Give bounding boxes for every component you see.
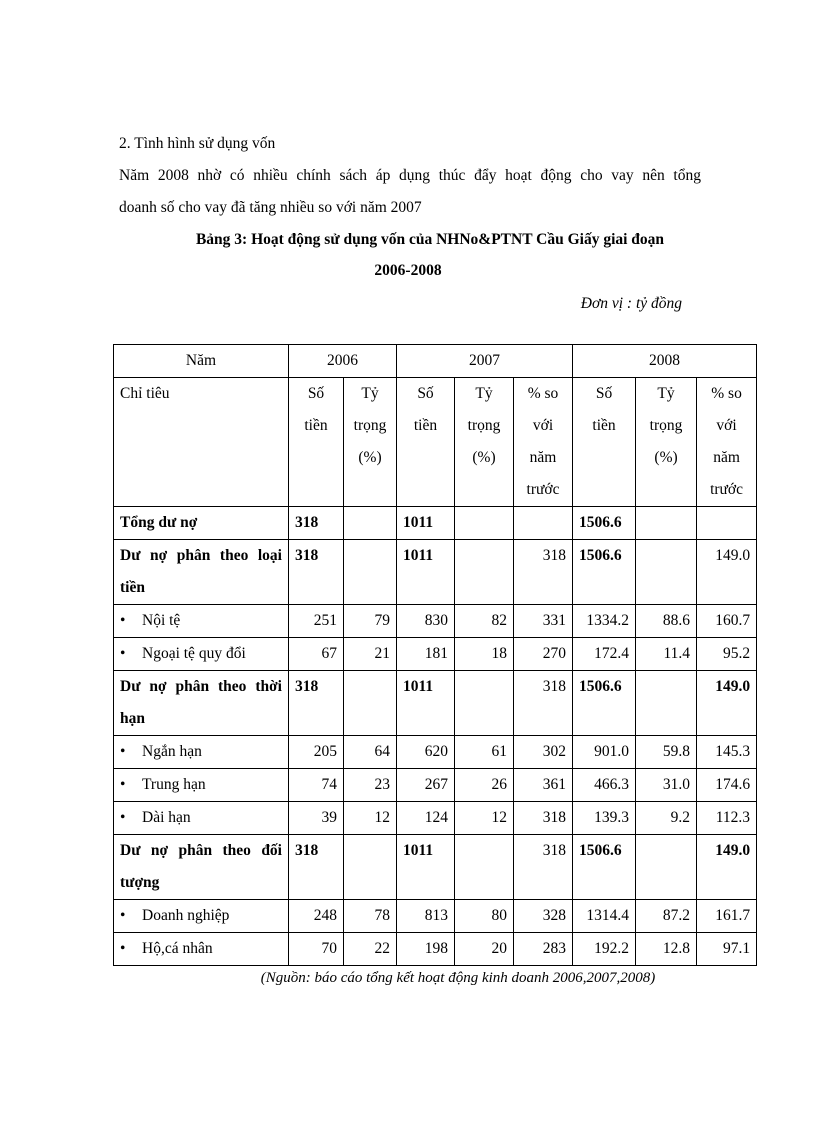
bullet-icon: • [120, 940, 126, 957]
header-share-2006: Tỷ trọng (%) [344, 378, 397, 507]
bullet-icon: • [120, 612, 126, 629]
loan-usage-table [113, 344, 757, 966]
amount-2006: 74 [289, 769, 344, 802]
vs-prev-2008: 161.7 [697, 900, 757, 933]
row-label: • Dài hạn [114, 802, 289, 835]
vs-prev-2007: 331 [514, 605, 573, 638]
header-amount-2006: Số tiền [289, 378, 344, 507]
share-2008: 87.2 [636, 900, 697, 933]
share-2007 [455, 671, 514, 736]
amount-2007: 1011 [397, 540, 455, 605]
table-row-local-currency [114, 605, 757, 638]
amount-2007: 813 [397, 900, 455, 933]
vs-prev-2007: 328 [514, 900, 573, 933]
column-header-row [114, 378, 757, 507]
paragraph-line-2: doanh số cho vay đã tăng nhiều so với năm 2007 [119, 199, 422, 216]
share-2008: 11.4 [636, 638, 697, 671]
row-label: • Trung hạn [114, 769, 289, 802]
share-2007: 12 [455, 802, 514, 835]
vs-prev-2008: 174.6 [697, 769, 757, 802]
year-2008: 2008 [573, 345, 757, 378]
table-row-enterprises [114, 900, 757, 933]
share-2007 [455, 507, 514, 540]
share-2006: 23 [344, 769, 397, 802]
vs-prev-2007 [514, 507, 573, 540]
year-header-row [114, 345, 757, 378]
share-2007: 80 [455, 900, 514, 933]
amount-2007: 1011 [397, 507, 455, 540]
amount-2006: 248 [289, 900, 344, 933]
amount-2006: 318 [289, 507, 344, 540]
share-2008: 9.2 [636, 802, 697, 835]
bullet-icon: • [120, 907, 126, 924]
table-title-year-range: 2006-2008 [374, 262, 442, 279]
amount-2006: 70 [289, 933, 344, 966]
share-2006 [344, 540, 397, 605]
header-amount-2008: Số tiền [573, 378, 636, 507]
amount-2006: 67 [289, 638, 344, 671]
amount-2006: 318 [289, 835, 344, 900]
share-2007 [455, 835, 514, 900]
bullet-icon: • [120, 743, 126, 760]
amount-2008: 1314.4 [573, 900, 636, 933]
bullet-icon: • [120, 776, 126, 793]
amount-2007: 1011 [397, 671, 455, 736]
share-2008: 31.0 [636, 769, 697, 802]
table-row-long-term [114, 802, 757, 835]
header-vs-prev-2007: % so với năm trước [514, 378, 573, 507]
table-row-medium-term [114, 769, 757, 802]
share-2006: 12 [344, 802, 397, 835]
bullet-icon: • [120, 809, 126, 826]
share-2006: 79 [344, 605, 397, 638]
share-2006: 78 [344, 900, 397, 933]
amount-2008: 139.3 [573, 802, 636, 835]
share-2007: 18 [455, 638, 514, 671]
vs-prev-2007: 318 [514, 835, 573, 900]
share-2008 [636, 507, 697, 540]
amount-2007: 267 [397, 769, 455, 802]
share-2006: 22 [344, 933, 397, 966]
row-label: Dư nợ phân theo loại tiền [114, 540, 289, 605]
vs-prev-2007: 318 [514, 802, 573, 835]
year-2007: 2007 [397, 345, 573, 378]
share-2006 [344, 835, 397, 900]
table-row-short-term [114, 736, 757, 769]
vs-prev-2008: 149.0 [697, 671, 757, 736]
share-2007 [455, 540, 514, 605]
share-2007: 26 [455, 769, 514, 802]
amount-2006: 251 [289, 605, 344, 638]
amount-2007: 620 [397, 736, 455, 769]
row-label: • Hộ,cá nhân [114, 933, 289, 966]
table-row-foreign-currency [114, 638, 757, 671]
vs-prev-2007: 318 [514, 671, 573, 736]
header-vs-prev-2008: % so với năm trước [697, 378, 757, 507]
table-row-by-currency [114, 540, 757, 605]
share-2006: 64 [344, 736, 397, 769]
amount-2007: 198 [397, 933, 455, 966]
year-2006: 2006 [289, 345, 397, 378]
share-2006 [344, 507, 397, 540]
row-label: Dư nợ phân theo thời hạn [114, 671, 289, 736]
paragraph-line-1: Năm 2008 nhờ có nhiều chính sách áp dụng thúc đẩy hoạt động cho vay nên tổng [119, 167, 701, 184]
vs-prev-2008 [697, 507, 757, 540]
amount-2008: 1506.6 [573, 540, 636, 605]
share-2008: 88.6 [636, 605, 697, 638]
share-2008 [636, 540, 697, 605]
row-label: • Nội tệ [114, 605, 289, 638]
amount-2007: 830 [397, 605, 455, 638]
vs-prev-2007: 318 [514, 540, 573, 605]
row-label: Dư nợ phân theo đối tượng [114, 835, 289, 900]
row-label: • Ngắn hạn [114, 736, 289, 769]
vs-prev-2007: 302 [514, 736, 573, 769]
amount-2007: 181 [397, 638, 455, 671]
share-2007: 20 [455, 933, 514, 966]
vs-prev-2008: 97.1 [697, 933, 757, 966]
vs-prev-2008: 160.7 [697, 605, 757, 638]
amount-2007: 124 [397, 802, 455, 835]
amount-2008: 466.3 [573, 769, 636, 802]
amount-2008: 1506.6 [573, 671, 636, 736]
header-amount-2007: Số tiền [397, 378, 455, 507]
unit-note: Đơn vị : tỷ đồng [580, 295, 682, 312]
share-2006: 21 [344, 638, 397, 671]
amount-2006: 318 [289, 540, 344, 605]
section-heading: 2. Tình hình sử dụng vốn [119, 135, 276, 152]
amount-2008: 1506.6 [573, 507, 636, 540]
amount-2008: 172.4 [573, 638, 636, 671]
vs-prev-2008: 149.0 [697, 835, 757, 900]
table-row-total [114, 507, 757, 540]
share-2006 [344, 671, 397, 736]
table-title: Bảng 3: Hoạt động sử dụng vốn của NHNo&PTNT Cầu Giấy giai đoạn [195, 231, 665, 248]
share-2008 [636, 671, 697, 736]
table-row-by-borrower [114, 835, 757, 900]
row-label: • Ngoại tệ quy đổi [114, 638, 289, 671]
share-2007: 82 [455, 605, 514, 638]
amount-2006: 39 [289, 802, 344, 835]
header-share-2007: Tỷ trọng (%) [455, 378, 514, 507]
vs-prev-2007: 283 [514, 933, 573, 966]
amount-2008: 1334.2 [573, 605, 636, 638]
year-label: Năm [114, 345, 289, 378]
amount-2008: 901.0 [573, 736, 636, 769]
share-2008 [636, 835, 697, 900]
share-2007: 61 [455, 736, 514, 769]
share-2008: 12.8 [636, 933, 697, 966]
share-2008: 59.8 [636, 736, 697, 769]
indicator-label: Chỉ tiêu [114, 378, 289, 507]
amount-2006: 205 [289, 736, 344, 769]
vs-prev-2007: 361 [514, 769, 573, 802]
vs-prev-2008: 112.3 [697, 802, 757, 835]
amount-2008: 1506.6 [573, 835, 636, 900]
source-note: (Nguồn: báo cáo tổng kết hoạt động kinh doanh 2006,2007,2008) [260, 970, 656, 986]
row-label: • Doanh nghiệp [114, 900, 289, 933]
amount-2006: 318 [289, 671, 344, 736]
row-label: Tổng dư nợ [114, 507, 289, 540]
table-row-by-term [114, 671, 757, 736]
amount-2007: 1011 [397, 835, 455, 900]
table-row-households [114, 933, 757, 966]
header-share-2008: Tỷ trọng (%) [636, 378, 697, 507]
vs-prev-2007: 270 [514, 638, 573, 671]
vs-prev-2008: 95.2 [697, 638, 757, 671]
vs-prev-2008: 145.3 [697, 736, 757, 769]
amount-2008: 192.2 [573, 933, 636, 966]
bullet-icon: • [120, 645, 126, 662]
vs-prev-2008: 149.0 [697, 540, 757, 605]
